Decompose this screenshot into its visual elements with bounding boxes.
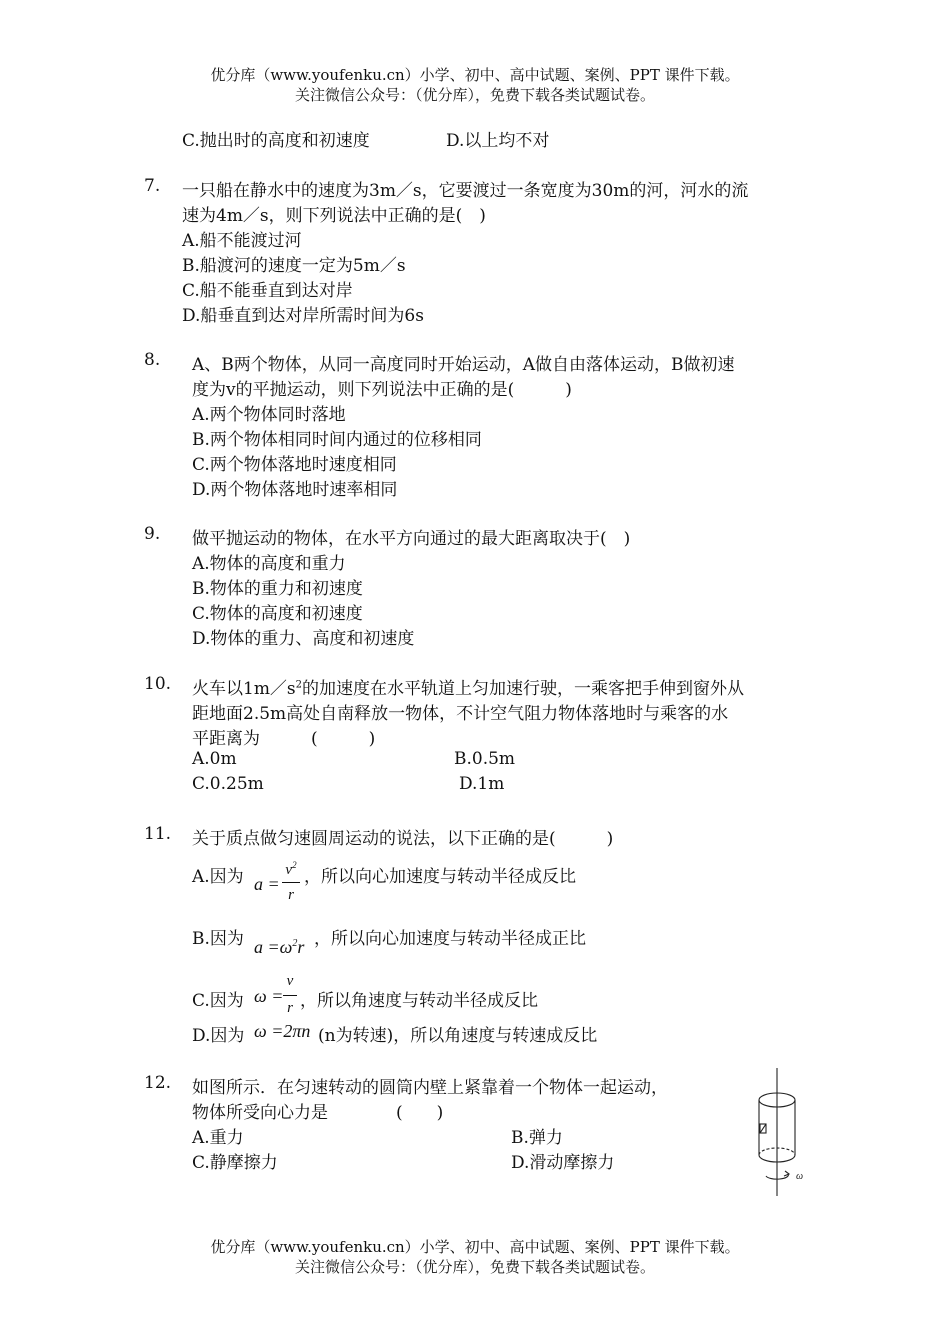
q11-b-formula-lhs: a =ω (254, 937, 293, 957)
q10-option-d: D.1m (459, 774, 505, 794)
q11-stem: 关于质点做匀速圆周运动的说法，以下正确的是( ) (192, 829, 614, 849)
q8-stem-line-1: A、B两个物体，从同一高度同时开始运动，A做自由落体运动，B做初速 (192, 355, 735, 375)
q10-stem-line-2: 距地面2.5m高处自南释放一物体，不计空气阻力物体落地时与乘客的水 (192, 704, 729, 724)
q12-stem-line-1: 如图所示．在匀速转动的圆筒内壁上紧靠着一个物体一起运动， (192, 1078, 668, 1098)
q11-option-c-prefix: C.因为 (192, 991, 244, 1011)
q11-number: 11. (144, 824, 172, 844)
q12-stem-line-2: 物体所受向心力是 ( ) (192, 1103, 444, 1123)
q8-number: 8. (144, 350, 161, 370)
q11-d-formula: ω =2πn (254, 1021, 311, 1041)
q11-a-numerator-v: v (285, 862, 293, 878)
q7-option-a: A.船不能渡过河 (182, 231, 302, 251)
q10-option-a: A.0m (192, 749, 237, 769)
header-line-1: 优分库（www.youfenku.cn）小学、初中、高中试题、案例、PPT 课件下载。 (210, 66, 740, 84)
q9-option-a: A.物体的高度和重力 (192, 554, 346, 574)
q8-option-d: D.两个物体落地时速率相同 (192, 480, 398, 500)
q10-stem-text-a: 火车以1m／s (192, 679, 296, 699)
q11-option-d-prefix: D.因为 (192, 1026, 245, 1046)
q10-stem-line-1 (192, 674, 744, 699)
q10-option-b: B.0.5m (454, 749, 516, 769)
q6-option-d: D.以上均不对 (446, 131, 550, 151)
q12-option-a: A.重力 (192, 1128, 244, 1148)
q11-c-denominator: r (287, 1000, 293, 1016)
q7-option-c: C.船不能垂直到达对岸 (182, 281, 353, 301)
q7-option-d: D.船垂直到达对岸所需时间为6s (182, 306, 424, 326)
q12-option-b: B.弹力 (511, 1128, 563, 1148)
rotating-cylinder-figure (752, 1068, 812, 1196)
q7-stem-line-2: 速为4m／s，则下列说法中正确的是( ) (182, 206, 486, 226)
q10-number: 10. (144, 674, 172, 694)
q11-c-fraction-bar (283, 995, 297, 996)
q7-stem-line-1: 一只船在静水中的速度为3m／s，它要渡过一条宽度为30m的河，河水的流 (182, 181, 749, 201)
q9-number: 9. (144, 524, 161, 544)
q10-option-c: C.0.25m (192, 774, 264, 794)
q12-option-c: C.静摩擦力 (192, 1153, 278, 1173)
q12-number: 12. (144, 1073, 172, 1093)
omega-label: ω (796, 1171, 804, 1182)
block-hatch (760, 1124, 766, 1133)
q9-option-b: B.物体的重力和初速度 (192, 579, 363, 599)
q12-option-d: D.滑动摩擦力 (511, 1153, 615, 1173)
q8-option-b: B.两个物体相同时间内通过的位移相同 (192, 430, 482, 450)
q11-c-formula-lhs: ω = (254, 986, 284, 1006)
header-line-2: 关注微信公众号：（优分库），免费下载各类试题试卷。 (294, 86, 655, 104)
q8-option-a: A.两个物体同时落地 (192, 405, 346, 425)
q10-superscript: 2 (295, 679, 303, 691)
q11-option-a-prefix: A.因为 (192, 867, 244, 887)
q9-option-d: D.物体的重力、高度和初速度 (192, 629, 415, 649)
q11-option-c-text: ，所以角速度与转动半径成反比 (300, 991, 538, 1011)
q9-option-c: C.物体的高度和初速度 (192, 604, 363, 624)
footer-line-2: 关注微信公众号：（优分库），免费下载各类试题试卷。 (294, 1258, 655, 1276)
q11-a-denominator: r (288, 887, 294, 903)
q10-stem-text-b: 的加速度在水平轨道上匀加速行驶，一乘客把手伸到窗外从 (302, 679, 745, 699)
q6-option-c: C.抛出时的高度和初速度 (182, 131, 370, 151)
q11-b-formula-rhs: r (297, 937, 305, 957)
q7-number: 7. (144, 176, 161, 196)
q11-option-b-prefix: B.因为 (192, 929, 244, 949)
q11-b-formula-sup: 2 (292, 938, 298, 949)
q11-c-numerator: v (286, 973, 294, 989)
q7-option-b: B.船渡河的速度一定为5m／s (182, 256, 406, 276)
q8-option-c: C.两个物体落地时速度相同 (192, 455, 397, 475)
q11-a-numerator-sup: 2 (292, 860, 297, 870)
q10-stem-line-3: 平距离为 ( ) (192, 729, 376, 749)
q11-option-d-text: (n为转速)，所以角速度与转速成反比 (318, 1026, 598, 1046)
q11-a-fraction-bar (282, 882, 300, 883)
q8-stem-line-2: 度为v的平抛运动，则下列说法中正确的是( ) (192, 380, 572, 400)
q9-stem: 做平抛运动的物体，在水平方向通过的最大距离取决于( ) (192, 529, 631, 549)
q11-b-formula (254, 937, 304, 958)
q11-a-numerator (282, 860, 300, 879)
footer-line-1: 优分库（www.youfenku.cn）小学、初中、高中试题、案例、PPT 课件下载。 (210, 1238, 740, 1256)
q11-option-a-text: ，所以向心加速度与转动半径成反比 (304, 867, 576, 887)
q11-a-formula-lhs: a = (254, 874, 280, 894)
q11-option-b-text: ，所以向心加速度与转动半径成正比 (314, 929, 586, 949)
